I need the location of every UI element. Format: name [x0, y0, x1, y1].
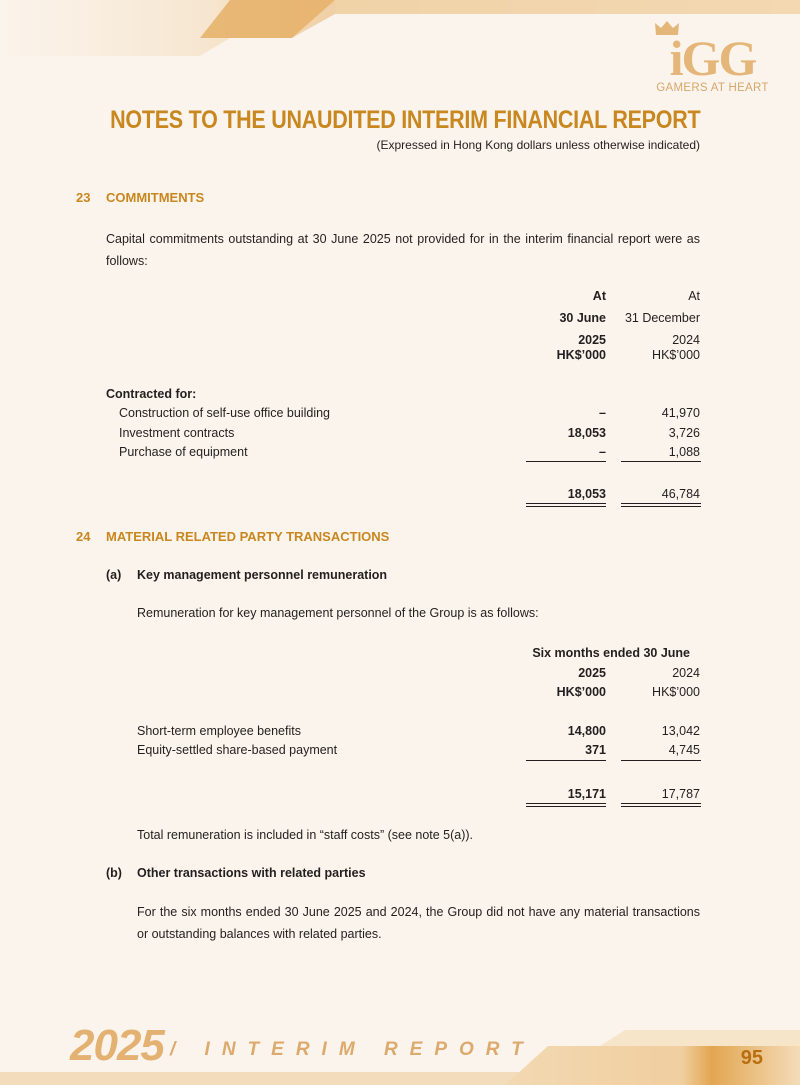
logo-wordmark: iGG: [669, 30, 756, 86]
commit-col1-header-4: HK$’000: [556, 348, 606, 362]
footer-year: 2025: [70, 1021, 164, 1070]
remun-subtotal-rule-2025: [526, 760, 606, 761]
remun-row-value-2024: 4,745: [668, 743, 700, 757]
subsection-a-title: Key management personnel remuneration: [137, 568, 388, 582]
remun-col1-header-1: 2025: [578, 666, 606, 680]
commit-subtotal-rule-2025: [526, 461, 606, 462]
commit-row-value-2024: 3,726: [668, 426, 700, 440]
commit-row-value-2024: 41,970: [661, 406, 700, 420]
section-23-number: 23: [76, 190, 91, 205]
commit-col2-header-3: 2024: [672, 333, 700, 347]
commit-total-2024: 46,784: [661, 487, 700, 501]
subsection-b-marker: (b): [106, 866, 122, 880]
remun-subtotal-rule-2024: [621, 760, 701, 761]
remun-row-value-2025: 14,800: [567, 724, 606, 738]
section-24-title: MATERIAL RELATED PARTY TRANSACTIONS: [106, 529, 390, 544]
commit-row-value-2025: –: [599, 445, 606, 459]
commit-col2-header-1: At: [688, 289, 700, 303]
commit-row-label: Investment contracts: [119, 426, 235, 440]
commit-row-label: Construction of self-use office building: [119, 406, 330, 420]
remuneration-note: Total remuneration is included in “staff costs” (see note 5(a)).: [137, 828, 474, 842]
remun-row-label: Short-term employee benefits: [137, 724, 301, 738]
igg-logo: [650, 18, 775, 102]
subsection-b-title: Other transactions with related parties: [137, 866, 366, 880]
remun-col1-header-2: HK$’000: [556, 685, 606, 699]
commit-row-value-2025: 18,053: [567, 426, 606, 440]
remun-row-value-2025: 371: [585, 743, 606, 757]
commit-subtotal-rule-2024: [621, 461, 701, 462]
subsection-b-text: For the six months ended 30 June 2025 and 2024, the Group did not have any material transactions or outstanding balances with related parties.: [137, 905, 700, 941]
commit-col1-header-1: At: [592, 289, 606, 303]
commit-col2-header-2: 31 December: [624, 311, 700, 325]
page-title: NOTES TO THE UNAUDITED INTERIM FINANCIAL REPORT: [109, 106, 700, 134]
commit-col1-header-3: 2025: [578, 333, 606, 347]
section-23-intro: Capital commitments outstanding at 30 June 2025 not provided for in the interim financial report were as follows:: [106, 232, 700, 268]
remun-total-double-rule-2025: [526, 803, 606, 807]
remun-row-label: Equity-settled share-based payment: [137, 743, 338, 757]
remun-row-value-2024: 13,042: [661, 724, 700, 738]
period-header: Six months ended 30 June: [532, 646, 690, 660]
contracted-for-label: Contracted for:: [106, 387, 197, 401]
commit-row-value-2024: 1,088: [668, 445, 700, 459]
footer-report-label: / INTERIM REPORT: [170, 1039, 535, 1060]
remun-total-2025: 15,171: [567, 787, 606, 801]
remun-total-double-rule-2024: [621, 803, 701, 807]
remun-col2-header-2: HK$’000: [652, 685, 700, 699]
section-24-number: 24: [76, 529, 91, 544]
page-subtitle: (Expressed in Hong Kong dollars unless otherwise indicated): [376, 138, 700, 152]
subsection-a-marker: (a): [106, 568, 122, 582]
remun-col2-header-1: 2024: [672, 666, 700, 680]
commit-total-double-rule-2025: [526, 503, 606, 507]
commit-total-double-rule-2024: [621, 503, 701, 507]
commit-col2-header-4: HK$’000: [652, 348, 700, 362]
page-number: 95: [740, 1047, 763, 1069]
commit-row-value-2025: –: [599, 406, 606, 420]
subsection-a-intro: Remuneration for key management personnel of the Group is as follows:: [137, 606, 539, 620]
commit-row-label: Purchase of equipment: [119, 445, 248, 459]
commit-total-2025: 18,053: [567, 487, 606, 501]
logo-tagline: GAMERS AT HEART: [656, 82, 769, 94]
remun-total-2024: 17,787: [661, 787, 700, 801]
commit-col1-header-2: 30 June: [559, 311, 606, 325]
section-23-title: COMMITMENTS: [106, 190, 205, 205]
